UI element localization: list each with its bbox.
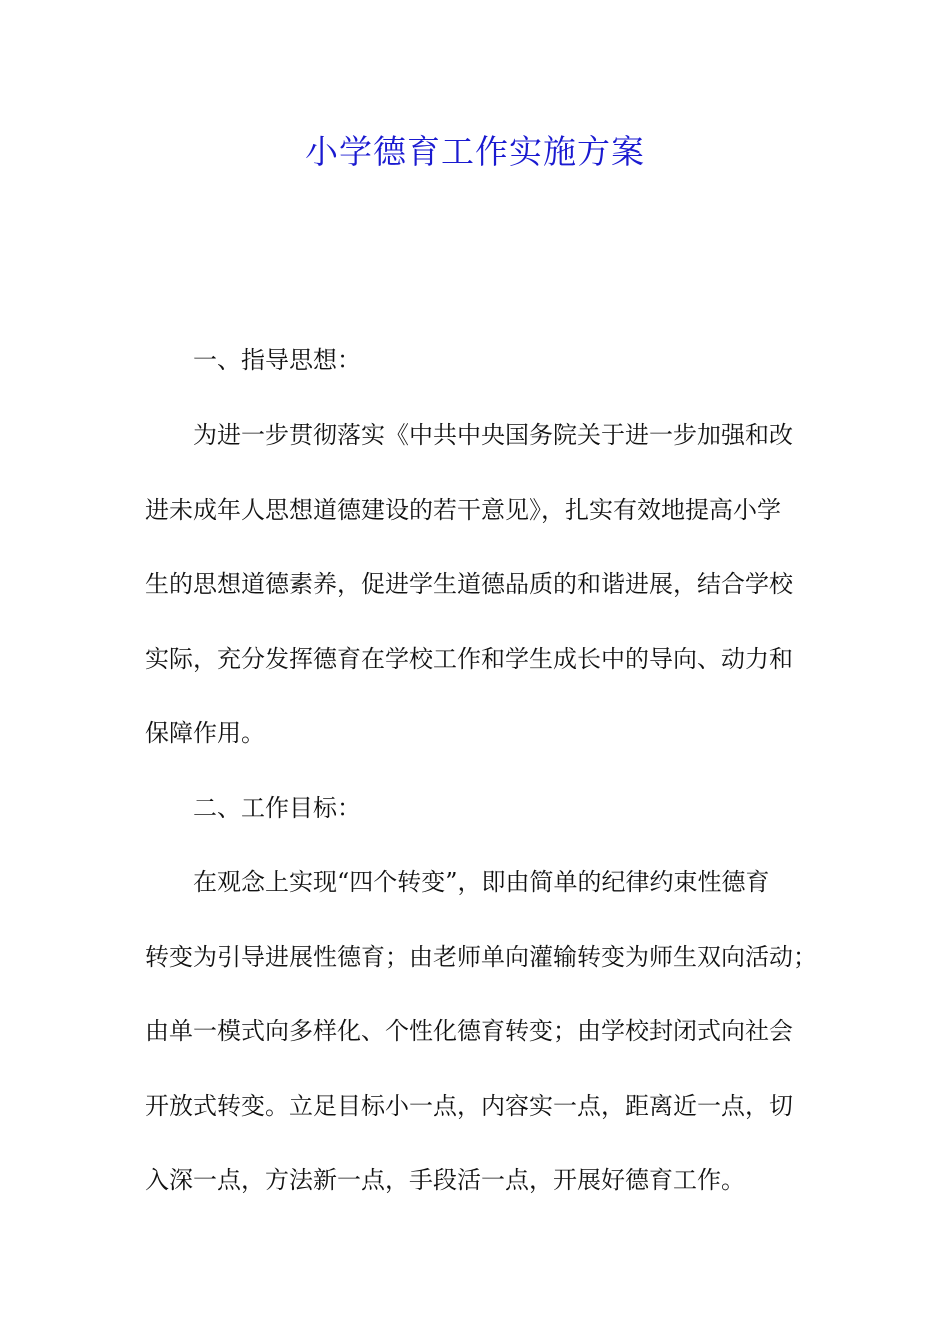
document-body — [145, 0, 817, 1344]
paragraph-line: 开放式转变。立足目标小一点，内容实一点，距离近一点，切 — [145, 1092, 793, 1120]
paragraph-line: 转变为引导进展性德育；由老师单向灌输转变为师生双向活动； — [145, 943, 817, 971]
section-heading-guiding-thought: 一、指导思想： — [193, 346, 361, 374]
paragraph-line: 生的思想道德素养，促进学生道德品质的和谐进展，结合学校 — [145, 570, 793, 598]
document-title: 小学德育工作实施方案 — [305, 132, 645, 171]
paragraph-line: 由单一模式向多样化、个性化德育转变；由学校封闭式向社会 — [145, 1017, 793, 1045]
paragraph-line: 为进一步贯彻落实《中共中央国务院关于进一步加强和改 — [193, 421, 793, 449]
paragraph-line: 保障作用。 — [145, 719, 265, 747]
section-heading-work-goals: 二、工作目标： — [193, 794, 361, 822]
paragraph-line: 入深一点，方法新一点，手段活一点，开展好德育工作。 — [145, 1166, 745, 1194]
paragraph-line: 在观念上实现“四个转变”，即由简单的纪律约束性德育 — [193, 868, 770, 896]
paragraph-line: 实际，充分发挥德育在学校工作和学生成长中的导向、动力和 — [145, 645, 793, 673]
paragraph-line: 进未成年人思想道德建设的若干意见》，扎实有效地提高小学 — [145, 496, 781, 524]
